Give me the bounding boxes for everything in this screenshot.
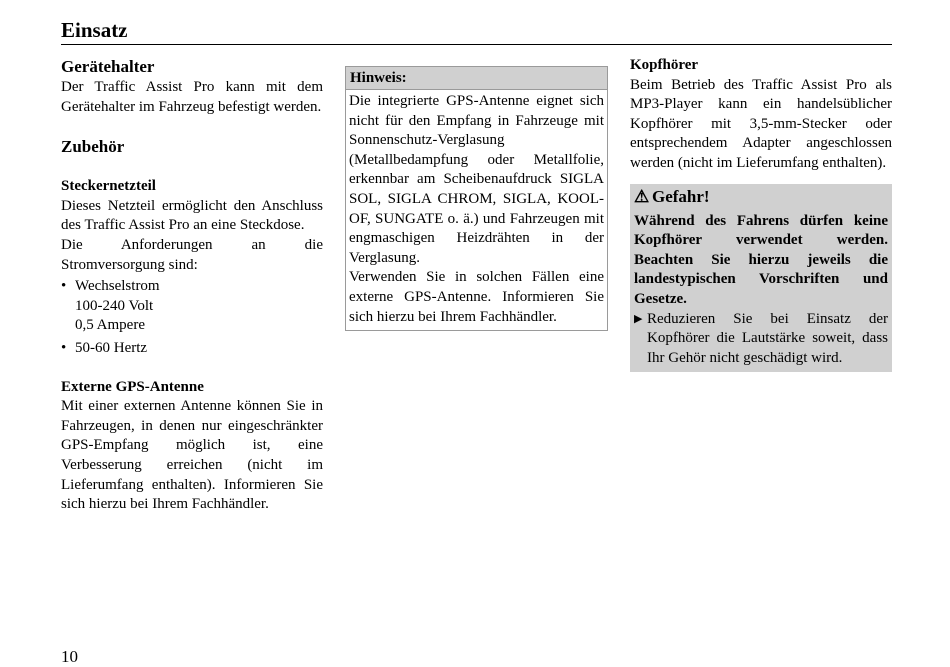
geraetehalter-heading: Gerätehalter <box>61 57 155 76</box>
hinweis-text-1: Die integrierte GPS-Antenne eignet sich nicht für den Empfang in Fahrzeuge mit Sonnenschutz-Verglasung (Metallbedampfung oder Metallfolie, erkennbar am Scheibenaufdruck SIGLA SOL, SIGLA CHROM, SIGLA, KOOL-OF, SUNGATE o. ä.) und Fahrzeugen mit engmaschigen Heizdrähten in der Verglasung. <box>349 93 604 266</box>
gefahr-instruction-text: Reduzieren Sie bei Einsatz der Kopfhörer die Lautstärke soweit, dass Ihr Gehör nicht geschädigt wird. <box>647 310 888 366</box>
kopfhoerer-heading: Kopfhörer <box>630 57 699 73</box>
gps-antenne-text: Mit einer externen Antenne können Sie in Fahrzeugen, in denen nur eingeschränkter GPS-Empfang möglich ist, eine Verbesserung erreichen (nicht im Lieferumfang enthalten). Informieren Sie sich hierzu bei Ihrem Fachhändler. <box>61 398 323 513</box>
anforderungen-text: Die Anforderungen an die Stromversorgung sind: <box>61 236 323 273</box>
zubehoer-heading: Zubehör <box>61 137 125 157</box>
requirements-list <box>61 277 323 358</box>
list-item <box>61 277 323 336</box>
geraetehalter-text: Der Traffic Assist Pro kann mit dem Gerätehalter im Fahrzeug befestigt werden. <box>61 79 323 115</box>
gps-antenne-heading: Externe GPS-Antenne <box>61 378 204 395</box>
page-header <box>61 16 892 45</box>
kopfhoerer-text: Beim Betrieb des Traffic Assist Pro als MP3-Player kann ein handelsüblicher Kopfhörer mit 3,5-mm-Stecker oder entsprechendem Adapter angeschlossen werden (nicht im Lieferumfang enthalten). <box>630 76 892 171</box>
hinweis-box <box>345 66 608 331</box>
steckernetzteil-text: Dieses Netzteil ermöglicht den Anschluss des Traffic Assist Pro an eine Steckdose. <box>61 197 323 234</box>
warning-triangle-icon: ⚠ <box>634 186 650 206</box>
page-number: 10 <box>61 647 78 666</box>
left-column <box>61 56 323 515</box>
gefahr-warning-text: Während des Fahrens dürfen keine Kopfhörer verwendet werden. Beachten Sie hierzu jeweils die landestypischen Vorschriften und Gesetze. <box>634 212 888 307</box>
arrow-right-icon: ▶ <box>634 312 643 325</box>
gefahr-instruction <box>634 310 888 369</box>
list-item-line: • 50-60 Hertz <box>75 339 148 356</box>
list-item <box>61 339 323 359</box>
hinweis-title: Hinweis: <box>346 67 607 90</box>
list-item-line: 100-240 Volt <box>75 297 154 314</box>
gefahr-title: Gefahr! <box>652 186 710 206</box>
steckernetzteil-heading: Steckernetzteil <box>61 178 156 195</box>
gefahr-box <box>630 184 892 373</box>
right-column <box>630 56 892 372</box>
page-title: Einsatz <box>61 18 128 42</box>
list-item-line: 0,5 Ampere <box>75 317 145 334</box>
hinweis-body <box>346 90 607 330</box>
list-item-line: • Wechselstrom <box>75 278 160 295</box>
middle-column <box>345 66 608 331</box>
hinweis-text-2: Verwenden Sie in solchen Fällen eine externe GPS-Antenne. Informieren Sie sich hierzu bei Ihrem Fachhändler. <box>349 269 604 325</box>
gefahr-title-row <box>634 184 888 210</box>
